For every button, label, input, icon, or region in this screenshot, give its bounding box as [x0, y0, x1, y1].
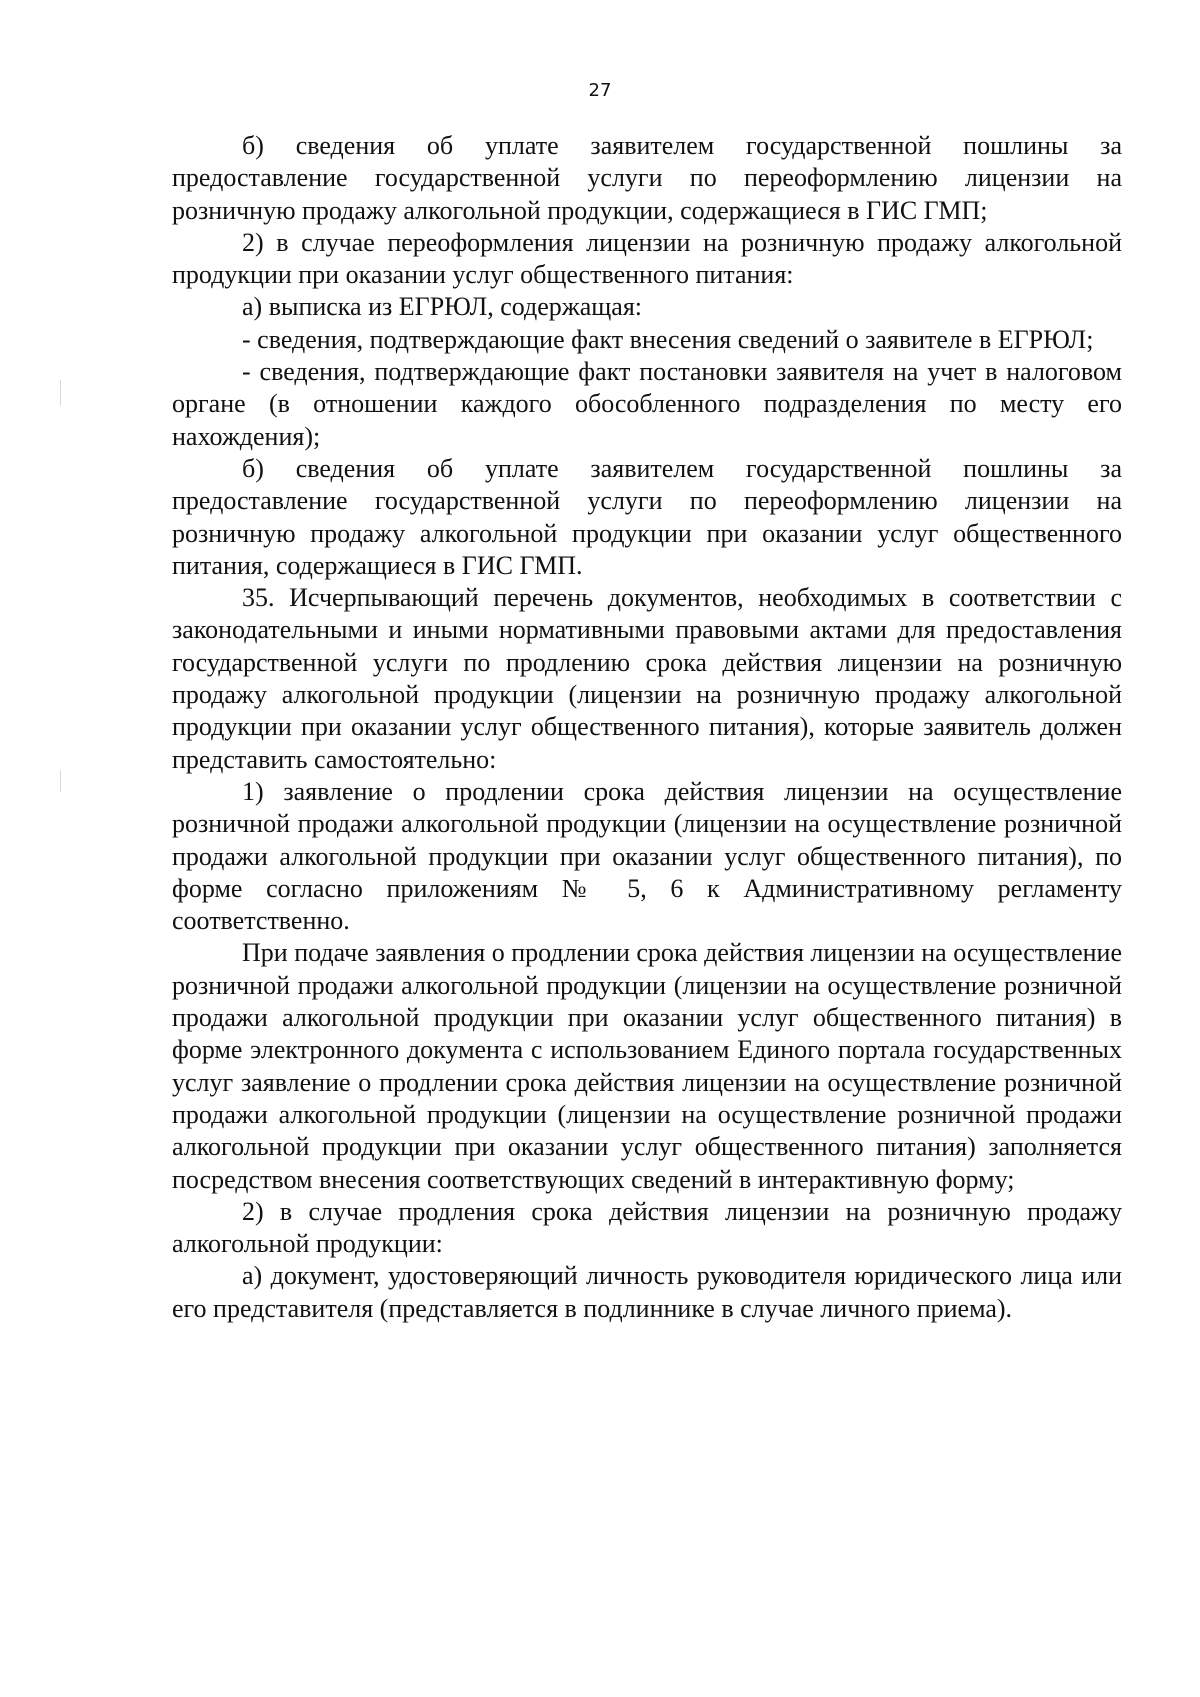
- paragraph: б) сведения об уплате заявителем государственной пошлины за предоставление государственной услуги по переоформлению лицензии на розничную продажу алкогольной продукции при оказании услуг общественного питания, содержащиеся в ГИС ГМП.: [172, 453, 1122, 580]
- document-body: [172, 130, 1122, 1325]
- paragraph: 2) в случае переоформления лицензии на розничную продажу алкогольной продукции при оказании услуг общественного питания:: [172, 227, 1122, 290]
- scan-edge-mark: [60, 770, 61, 792]
- paragraph: - сведения, подтверждающие факт внесения сведений о заявителе в ЕГРЮЛ;: [242, 324, 1094, 354]
- paragraph: б) сведения об уплате заявителем государственной пошлины за предоставление государственной услуги по переоформлению лицензии на розничную продажу алкогольной продукции, содержащиеся в ГИС ГМП;: [172, 131, 1122, 225]
- page-number: 27: [588, 80, 612, 101]
- paragraph: а) выписка из ЕГРЮЛ, содержащая:: [242, 292, 643, 322]
- paragraph: - сведения, подтверждающие факт постановки заявителя на учет в налоговом органе (в отношении каждого обособленного подразделения по месту его нахождения);: [172, 357, 1122, 451]
- scan-edge-mark: [60, 380, 61, 406]
- paragraph: 1) заявление о продлении срока действия лицензии на осуществление розничной продажи алкогольной продукции (лицензии на осуществление розничной продажи алкогольной продукции при оказании услуг общественного питания), по форме согласно приложениям № 5, 6 к Административному регламенту соответственно.: [172, 776, 1122, 936]
- paragraph: 2) в случае продления срока действия лицензии на розничную продажу алкогольной продукции:: [172, 1196, 1122, 1259]
- paragraph: а) документ, удостоверяющий личность руководителя юридического лица или его представителя (представляется в подлиннике в случае личного приема).: [172, 1261, 1122, 1323]
- paragraph: При подаче заявления о продлении срока действия лицензии на осуществление розничной продажи алкогольной продукции (лицензии на осуществление розничной продажи алкогольной продукции при оказании услуг общественного питания) в форме электронного документа с использованием Единого портала государственных услуг заявление о продлении срока действия лицензии на осуществление розничной продажи алкогольной продукции (лицензии на осуществление розничной продажи алкогольной продукции при оказании услуг общественного питания) заполняется посредством внесения соответствующих сведений в интерактивную форму;: [172, 938, 1122, 1194]
- paragraph: 35. Исчерпывающий перечень документов, необходимых в соответствии с законодательными и иными нормативными правовыми актами для предоставления государственной услуги по продлению срока действия лицензии на розничную продажу алкогольной продукции (лицензии на розничную продажу алкогольной продукции при оказании услуг общественного питания), которые заявитель должен представить самостоятельно:: [172, 583, 1122, 774]
